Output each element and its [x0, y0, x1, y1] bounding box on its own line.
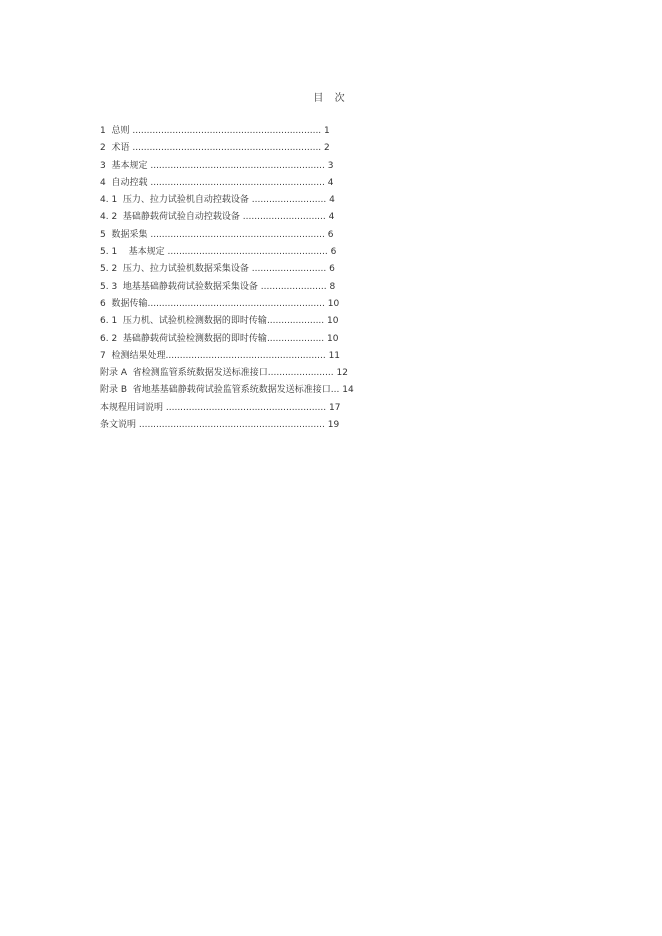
toc-entry[interactable]	[100, 209, 354, 226]
toc-entry-number: 6. 2	[100, 333, 118, 344]
toc-entry-title: 数据传输	[111, 298, 148, 309]
toc-entry-leader: ...	[330, 385, 340, 396]
toc-entry-leader: ....................	[266, 333, 325, 344]
toc-entry-page: 1	[324, 126, 330, 136]
toc-entry-title: 术语	[111, 143, 130, 154]
toc-entry-title: 省地基基础静载荷试验监管系统数据发送标准接口	[132, 385, 331, 396]
toc-entry-page: 4	[329, 195, 335, 206]
toc-entry-page: 8	[329, 281, 336, 292]
toc-entry-leader: .............................................................	[147, 229, 325, 240]
table-of-contents	[100, 123, 354, 434]
toc-entry[interactable]	[100, 417, 354, 434]
toc-entry-leader: ..........................	[248, 264, 327, 275]
toc-entry-leader: .......................	[257, 281, 327, 292]
toc-entry-page: 10	[327, 298, 340, 309]
toc-entry-title: 压力机、试验机检测数据的即时传输	[122, 316, 267, 327]
toc-entry-number: 5. 2	[100, 264, 118, 275]
toc-entry[interactable]	[100, 279, 354, 296]
toc-entry-page: 11	[328, 350, 341, 361]
toc-entry-title: 省检测监管系统数据发送标准接口	[132, 368, 268, 379]
toc-entry-number: 6	[100, 298, 106, 309]
toc-title: 目 次	[313, 93, 349, 104]
toc-entry-title: 自动控载	[111, 177, 148, 188]
toc-entry[interactable]	[100, 175, 354, 192]
toc-entry-number: 5. 1	[100, 247, 118, 258]
toc-entry-title: 基础静载荷试验自动控载设备	[122, 212, 240, 223]
toc-entry-page: 10	[327, 316, 339, 327]
toc-entry[interactable]	[100, 158, 354, 175]
toc-entry-leader: ........................................................	[163, 402, 327, 413]
toc-entry-page: 4	[328, 212, 335, 223]
toc-entry-leader: ........................................................	[165, 350, 326, 361]
toc-entry-page: 2	[324, 143, 330, 154]
toc-entry-page: 14	[342, 385, 354, 396]
toc-entry-number: 5. 3	[100, 281, 118, 292]
toc-entry-leader: ..........................	[248, 195, 327, 206]
toc-entry[interactable]	[100, 382, 354, 399]
toc-entry-leader: ..................................................................	[129, 126, 322, 136]
toc-entry-leader: .................................................................	[136, 420, 325, 431]
toc-entry[interactable]	[100, 296, 354, 313]
toc-entry-leader: .............................................................	[147, 160, 325, 171]
toc-entry-number: 附录 B	[100, 385, 128, 396]
toc-entry[interactable]	[100, 365, 354, 382]
toc-entry-page: 12	[336, 368, 348, 379]
toc-entry-title: 检测结果处理	[111, 350, 166, 361]
toc-entry-number: 5	[100, 229, 106, 240]
toc-entry-title: 基本规定	[122, 247, 165, 258]
toc-entry-title: 地基基础静载荷试验数据采集设备	[122, 281, 258, 292]
toc-entry-number: 4	[100, 177, 106, 188]
toc-entry-title: 本规程用词说明	[100, 402, 164, 413]
toc-entry-leader: ....................	[266, 316, 325, 327]
toc-entry[interactable]	[100, 261, 354, 278]
toc-entry-leader: ........................................................	[164, 247, 328, 258]
toc-entry-title: 基本规定	[111, 160, 148, 171]
toc-entry-page: 6	[327, 229, 334, 240]
toc-entry-number: 6. 1	[100, 316, 118, 327]
toc-entry-page: 10	[327, 333, 339, 344]
toc-entry-leader: ..............................................................	[147, 298, 325, 309]
toc-entry-page: 6	[329, 264, 335, 275]
toc-entry-number: 4. 2	[100, 212, 118, 223]
toc-entry-page: 17	[328, 402, 341, 413]
toc-entry-leader: ..................................................................	[129, 143, 322, 154]
toc-entry-title: 压力、拉力试验机数据采集设备	[122, 264, 249, 275]
toc-entry-leader: .......................	[267, 368, 334, 379]
toc-entry-number: 1	[100, 126, 106, 136]
toc-entry-number: 3	[100, 160, 106, 171]
toc-entry[interactable]	[100, 140, 354, 157]
toc-entry-page: 4	[327, 177, 334, 188]
toc-entry[interactable]	[100, 123, 354, 140]
toc-entry-number: 附录 A	[100, 368, 128, 379]
toc-entry-page: 3	[327, 160, 334, 171]
toc-entry-leader: .............................	[239, 212, 326, 223]
toc-entry-title: 压力、拉力试验机自动控载设备	[122, 195, 249, 206]
toc-entry[interactable]	[100, 227, 354, 244]
toc-entry[interactable]	[100, 244, 354, 261]
toc-entry-number: 7	[100, 350, 106, 361]
toc-entry-title: 基础静载荷试验检测数据的即时传输	[122, 333, 267, 344]
toc-entry-title: 数据采集	[111, 229, 148, 240]
toc-entry-title: 条文说明	[100, 420, 137, 431]
toc-entry-number: 4. 1	[100, 195, 118, 206]
toc-entry-number: 2	[100, 143, 106, 154]
toc-entry[interactable]	[100, 192, 354, 209]
toc-entry-page: 6	[330, 247, 337, 258]
toc-entry[interactable]	[100, 313, 354, 330]
toc-entry[interactable]	[100, 400, 354, 417]
toc-entry-title: 总则	[111, 126, 130, 136]
toc-entry-leader: .............................................................	[147, 177, 325, 188]
toc-entry[interactable]	[100, 348, 354, 365]
toc-entry-page: 19	[327, 420, 340, 431]
toc-entry[interactable]	[100, 331, 354, 348]
